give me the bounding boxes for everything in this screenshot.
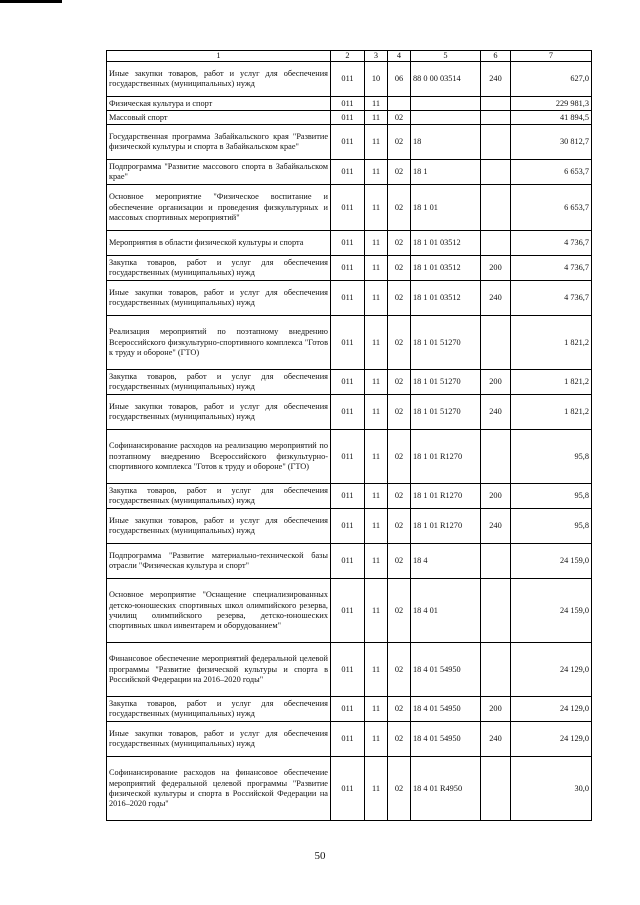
target-item-code: 18 4 01 54950 [411,697,481,722]
ministry-code: 011 [331,62,365,97]
ministry-code: 011 [331,643,365,697]
target-item-code: 18 1 01 03512 [411,231,481,256]
target-item-code: 18 1 01 51270 [411,316,481,370]
expense-type-code: 240 [481,281,511,316]
ministry-code: 011 [331,125,365,160]
expense-type-code [481,430,511,484]
section-code: 11 [365,281,388,316]
column-header: 7 [511,51,592,62]
expense-name: Физическая культура и спорт [107,97,331,111]
expense-name: Основное мероприятие "Оснащение специализированных детско-юношеских спортивных школ олимпийского резерва, училищ олимпийского резерва, детско-юношеских спортивных школ инвентарем и оборудованием" [107,579,331,643]
expense-type-code [481,579,511,643]
subsection-code: 02 [388,231,411,256]
amount: 229 981,3 [511,97,592,111]
ministry-code: 011 [331,509,365,544]
section-code: 11 [365,160,388,185]
section-code: 11 [365,316,388,370]
column-header: 3 [365,51,388,62]
expense-type-code [481,757,511,821]
expense-name: Финансовое обеспечение мероприятий федеральной целевой программы "Развитие физической культуры и спорта в Российской Федерации на 2016–2020 годы" [107,643,331,697]
ministry-code: 011 [331,256,365,281]
expense-name: Массовый спорт [107,111,331,125]
ministry-code: 011 [331,316,365,370]
expense-name: Софинансирование расходов на реализацию мероприятий по поэтапному внедрению Всероссийского физкультурно-спортивного комплекса "Готов к труду и обороне" (ГТО) [107,430,331,484]
subsection-code: 02 [388,509,411,544]
column-header: 2 [331,51,365,62]
amount: 6 653,7 [511,185,592,231]
expense-name: Подпрограмма "Развитие материально-технической базы отрасли "Физическая культура и спорт" [107,544,331,579]
table-row [107,484,592,509]
table-row [107,697,592,722]
expense-type-code: 200 [481,256,511,281]
expense-type-code: 240 [481,509,511,544]
ministry-code: 011 [331,544,365,579]
section-code: 11 [365,484,388,509]
subsection-code: 06 [388,62,411,97]
table-row [107,430,592,484]
amount: 30 812,7 [511,125,592,160]
target-item-code: 18 1 [411,160,481,185]
ministry-code: 011 [331,484,365,509]
section-code: 11 [365,697,388,722]
subsection-code [388,97,411,111]
target-item-code: 18 1 01 03512 [411,281,481,316]
amount: 24 159,0 [511,579,592,643]
target-item-code: 18 1 01 R1270 [411,509,481,544]
expense-name: Закупка товаров, работ и услуг для обеспечения государственных (муниципальных) нужд [107,484,331,509]
subsection-code: 02 [388,430,411,484]
section-code: 11 [365,395,388,430]
section-code: 11 [365,97,388,111]
expense-name: Закупка товаров, работ и услуг для обеспечения государственных (муниципальных) нужд [107,697,331,722]
expense-name: Иные закупки товаров, работ и услуг для обеспечения государственных (муниципальных) нужд [107,62,331,97]
ministry-code: 011 [331,111,365,125]
amount: 95,8 [511,430,592,484]
expense-type-code: 200 [481,484,511,509]
amount: 6 653,7 [511,160,592,185]
ministry-code: 011 [331,97,365,111]
expense-name: Софинансирование расходов на финансовое обеспечение мероприятий федеральной целевой программы "Развитие физической культуры и спорта в Российской Федерации на 2016–2020 годы" [107,757,331,821]
column-header: 5 [411,51,481,62]
ministry-code: 011 [331,370,365,395]
expense-name: Мероприятия в области физической культуры и спорта [107,231,331,256]
amount: 1 821,2 [511,370,592,395]
subsection-code: 02 [388,370,411,395]
amount: 1 821,2 [511,316,592,370]
budget-table [106,50,592,821]
ministry-code: 011 [331,160,365,185]
amount: 30,0 [511,757,592,821]
target-item-code: 18 4 01 [411,579,481,643]
amount: 1 821,2 [511,395,592,430]
section-code: 11 [365,370,388,395]
section-code: 10 [365,62,388,97]
table-row [107,316,592,370]
table-row [107,125,592,160]
subsection-code: 02 [388,484,411,509]
target-item-code: 18 1 01 51270 [411,370,481,395]
section-code: 11 [365,544,388,579]
ministry-code: 011 [331,430,365,484]
section-code: 11 [365,579,388,643]
expense-type-code: 200 [481,697,511,722]
target-item-code: 88 0 00 03514 [411,62,481,97]
expense-name: Подпрограмма "Развитие массового спорта в Забайкальском крае" [107,160,331,185]
target-item-code: 18 1 01 03512 [411,256,481,281]
top-left-rule [0,0,62,3]
ministry-code: 011 [331,185,365,231]
section-code: 11 [365,185,388,231]
table-row [107,579,592,643]
subsection-code: 02 [388,125,411,160]
table-row [107,757,592,821]
target-item-code: 18 4 [411,544,481,579]
expense-name: Иные закупки товаров, работ и услуг для обеспечения государственных (муниципальных) нужд [107,281,331,316]
table-row [107,185,592,231]
amount: 4 736,7 [511,231,592,256]
ministry-code: 011 [331,281,365,316]
expense-name: Закупка товаров, работ и услуг для обеспечения государственных (муниципальных) нужд [107,370,331,395]
expense-type-code: 200 [481,370,511,395]
amount: 4 736,7 [511,256,592,281]
amount: 95,8 [511,509,592,544]
amount: 95,8 [511,484,592,509]
expense-type-code [481,160,511,185]
target-item-code: 18 1 01 R1270 [411,430,481,484]
subsection-code: 02 [388,256,411,281]
table-row [107,544,592,579]
subsection-code: 02 [388,281,411,316]
expense-type-code [481,125,511,160]
column-header: 4 [388,51,411,62]
expense-type-code [481,316,511,370]
subsection-code: 02 [388,111,411,125]
section-code: 11 [365,430,388,484]
amount: 24 129,0 [511,722,592,757]
header-row [107,51,592,62]
expense-name: Основное мероприятие "Физическое воспитание и обеспечение организации и проведения физкультурных и массовых спортивных мероприятий" [107,185,331,231]
section-code: 11 [365,722,388,757]
table-row [107,256,592,281]
subsection-code: 02 [388,185,411,231]
page-number: 50 [314,850,326,862]
target-item-code: 18 4 01 R4950 [411,757,481,821]
section-code: 11 [365,757,388,821]
subsection-code: 02 [388,722,411,757]
subsection-code: 02 [388,579,411,643]
subsection-code: 02 [388,757,411,821]
subsection-code: 02 [388,544,411,579]
expense-type-code [481,231,511,256]
expense-type-code: 240 [481,62,511,97]
target-item-code: 18 1 01 R1270 [411,484,481,509]
section-code: 11 [365,111,388,125]
amount: 41 894,5 [511,111,592,125]
target-item-code: 18 4 01 54950 [411,722,481,757]
expense-type-code [481,643,511,697]
ministry-code: 011 [331,757,365,821]
amount: 24 129,0 [511,643,592,697]
section-code: 11 [365,509,388,544]
expense-name: Иные закупки товаров, работ и услуг для обеспечения государственных (муниципальных) нужд [107,395,331,430]
expense-name: Закупка товаров, работ и услуг для обеспечения государственных (муниципальных) нужд [107,256,331,281]
section-code: 11 [365,256,388,281]
target-item-code: 18 4 01 54950 [411,643,481,697]
expense-type-code: 240 [481,722,511,757]
target-item-code [411,97,481,111]
target-item-code [411,111,481,125]
amount: 24 129,0 [511,697,592,722]
expense-type-code [481,97,511,111]
table-row [107,722,592,757]
amount: 4 736,7 [511,281,592,316]
target-item-code: 18 1 01 51270 [411,395,481,430]
expense-name: Реализация мероприятий по поэтапному внедрению Всероссийского физкультурно-спортивного комплекса "Готов к труду и обороне" (ГТО) [107,316,331,370]
expense-name: Иные закупки товаров, работ и услуг для обеспечения государственных (муниципальных) нужд [107,509,331,544]
column-header: 6 [481,51,511,62]
subsection-code: 02 [388,160,411,185]
table-row [107,97,592,111]
ministry-code: 011 [331,722,365,757]
expense-type-code: 240 [481,395,511,430]
ministry-code: 011 [331,231,365,256]
section-code: 11 [365,125,388,160]
subsection-code: 02 [388,697,411,722]
table-row [107,509,592,544]
ministry-code: 011 [331,697,365,722]
table-row [107,395,592,430]
column-header: 1 [107,51,331,62]
ministry-code: 011 [331,579,365,643]
target-item-code: 18 [411,125,481,160]
subsection-code: 02 [388,643,411,697]
table-row [107,231,592,256]
expense-name: Государственная программа Забайкальского края "Развитие физической культуры и спорта в Забайкальском крае" [107,125,331,160]
section-code: 11 [365,643,388,697]
table-row [107,370,592,395]
section-code: 11 [365,231,388,256]
table-row [107,111,592,125]
amount: 24 159,0 [511,544,592,579]
table-row [107,62,592,97]
expense-type-code [481,111,511,125]
amount: 627,0 [511,62,592,97]
expense-type-code [481,544,511,579]
expense-name: Иные закупки товаров, работ и услуг для обеспечения государственных (муниципальных) нужд [107,722,331,757]
ministry-code: 011 [331,395,365,430]
target-item-code: 18 1 01 [411,185,481,231]
table-row [107,281,592,316]
table-row [107,160,592,185]
subsection-code: 02 [388,316,411,370]
subsection-code: 02 [388,395,411,430]
expense-type-code [481,185,511,231]
table-row [107,643,592,697]
